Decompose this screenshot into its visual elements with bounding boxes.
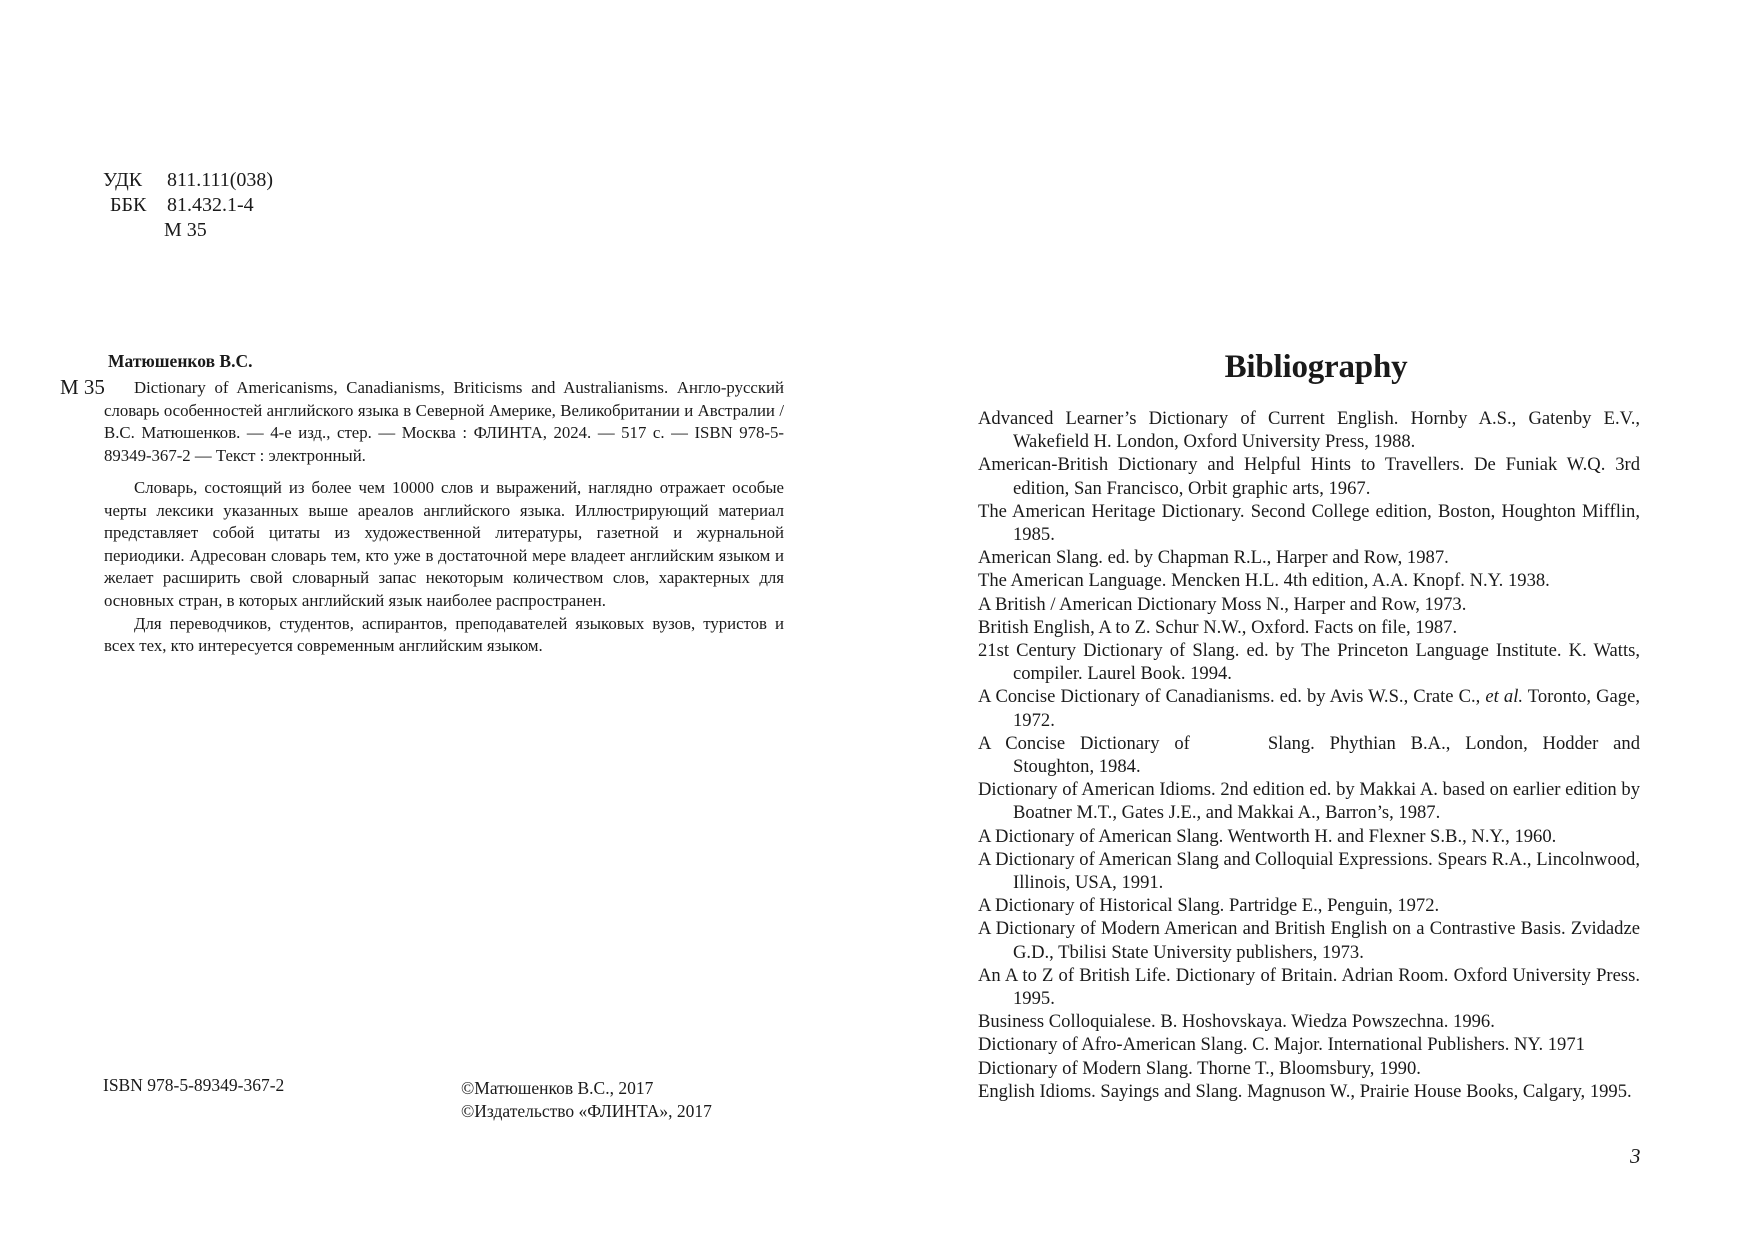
abstract-paragraph: Для переводчиков, студентов, аспирантов, преподавателей языковых вузов, туристов и всех тех, кто интересуется современным английским языком. xyxy=(104,613,784,656)
bibliography-entry: 21st Century Dictionary of Slang. ed. by The Princeton Language Institute. K. Watts, compiler. Laurel Book. 1994. xyxy=(978,640,1640,685)
copyright-line: ©Издательство «ФЛИНТА», 2017 xyxy=(461,1101,712,1121)
copyright-line: ©Матюшенков В.С., 2017 xyxy=(461,1078,654,1098)
bibliographic-annotation xyxy=(104,377,784,467)
entry-text: Toronto, Gage, 1972. xyxy=(1013,686,1640,731)
bibliography-entry: A Dictionary of American Slang. Wentworth H. and Flexner S.B., N.Y., 1960. xyxy=(978,825,1557,847)
bbk-value: 81.432.1-4 xyxy=(167,194,254,216)
author-sign-row xyxy=(103,218,273,243)
bibliography-entry: Dictionary of Afro-American Slang. C. Major. International Publishers. NY. 1971 xyxy=(978,1034,1585,1056)
bbk-row xyxy=(103,193,273,218)
abstract-paragraph: Словарь, состоящий из более чем 10000 слов и выражений, наглядно отражает особые черты лексики указанных выше ареалов английского языка. Иллюстрирующий материал представляет собой цитаты из художественной литературы, газетной и журнальной периодики. Адресован словарь тем, кто уже в достаточной мере владеет английским языком и желает расширить свой словарный запас некоторым количеством слов, характерных для основных стран, в которых английский язык наиболее распространен. xyxy=(104,478,784,610)
bibliography-entry: An A to Z of British Life. Dictionary of Britain. Adrian Room. Oxford University Press. 1995. xyxy=(978,964,1640,1010)
udk-row xyxy=(103,168,273,193)
isbn: ISBN 978-5-89349-367-2 xyxy=(103,1075,285,1095)
bibliography-entry: A Dictionary of Historical Slang. Partridge E., Penguin, 1972. xyxy=(978,895,1440,917)
bibliography-entry xyxy=(978,732,1640,778)
bibliography-entry: English Idioms. Sayings and Slang. Magnuson W., Prairie House Books, Calgary, 1995. xyxy=(978,1080,1632,1102)
bibliography-entry: American-British Dictionary and Helpful Hints to Travellers. De Funiak W.Q. 3rd edition, San Francisco, Orbit graphic arts, 1967. xyxy=(978,454,1640,499)
bibliography-entry: British English, A to Z. Schur N.W., Oxford. Facts on file, 1987. xyxy=(978,616,1458,638)
entry-italic-text: et al. xyxy=(1485,686,1524,708)
bibliography-entry: The American Heritage Dictionary. Second College edition, Boston, Houghton Mifflin, 1985. xyxy=(978,500,1640,546)
bibliography-entry: Dictionary of Modern Slang. Thorne T., Bloomsbury, 1990. xyxy=(978,1057,1421,1079)
entry-text: A Concise Dictionary of Canadianisms. ed. by Avis W.S., Crate C., xyxy=(978,686,1486,708)
copyright-block xyxy=(461,1077,712,1123)
abstract xyxy=(104,477,784,658)
bbk-label: ББК xyxy=(110,194,147,216)
bibliography-entry: Dictionary of American Idioms. 2nd edition ed. by Makkai A. based on earlier edition by Boatner M.T., Gates J.E., and Makkai A., Barron’s, 1987. xyxy=(978,779,1640,824)
author-sign-value: М 35 xyxy=(164,219,207,241)
udk-value: 811.111(038) xyxy=(167,169,274,191)
bibliography-entry: A Dictionary of Modern American and British English on a Contrastive Basis. Zvidadze G.D., Tbilisi State University publishers, 1973. xyxy=(978,918,1640,963)
bibliography-entry: A Dictionary of American Slang and Colloquial Expressions. Spears R.A., Lincolnwood, Illinois, USA, 1991. xyxy=(978,848,1640,894)
entry-text: A Concise Dictionary of xyxy=(978,732,1190,754)
author-code: М 35 xyxy=(60,375,105,399)
classification-codes xyxy=(103,168,273,243)
bibliography-entry: The American Language. Mencken H.L. 4th edition, A.A. Knopf. N.Y. 1938. xyxy=(978,570,1550,592)
bibliography-list xyxy=(978,407,1640,1103)
page-number: 3 xyxy=(1630,1144,1641,1168)
bibliography-entry: A British / American Dictionary Moss N., Harper and Row, 1973. xyxy=(978,593,1467,615)
bibliography-entry xyxy=(978,685,1640,731)
annotation-text: Dictionary of Americanisms, Canadianisms, Briticisms and Australianisms. Англо-русский словарь особенностей английского языка в Северной Америке, Великобритании и Австралии / В.С. Матюшенков. — 4-е изд., стер. — Москва : ФЛИНТА, 2024. — 517 с. — ISBN 978-5-89349-367-2 — Текст : электронный. xyxy=(104,378,784,465)
author-name: Матюшенков В.С. xyxy=(108,351,253,371)
entry-text: Slang. Phythian B.A., London, Hodder and Stoughton, 1984. xyxy=(1013,732,1640,778)
bibliography-entry: Business Colloquialese. B. Hoshovskaya. Wiedza Powszechna. 1996. xyxy=(978,1011,1495,1033)
bibliography-entry: American Slang. ed. by Chapman R.L., Harper and Row, 1987. xyxy=(978,547,1449,569)
bibliography-entry: Advanced Learner’s Dictionary of Current English. Hornby A.S., Gatenby E.V., Wakefield H. London, Oxford University Press, 1988. xyxy=(978,408,1640,453)
page-title: Bibliography xyxy=(1224,349,1408,385)
udk-label: УДК xyxy=(103,169,143,191)
